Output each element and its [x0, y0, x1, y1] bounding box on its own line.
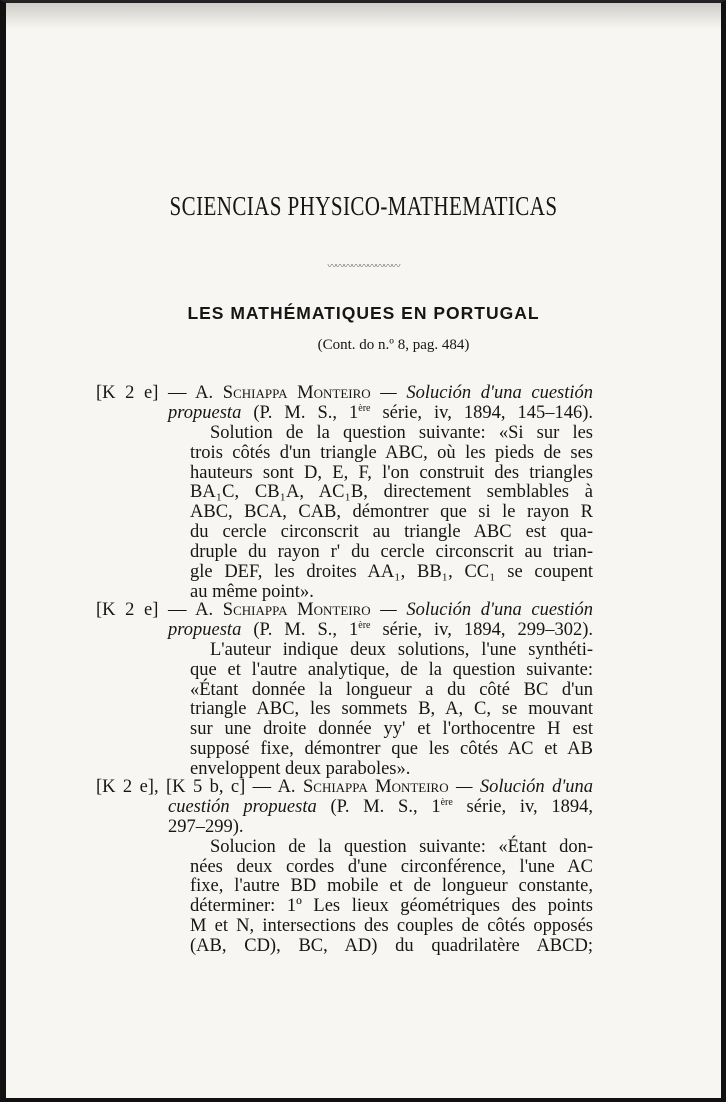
- entry-2-citation-line-2: [96, 621, 593, 641]
- entry-1-source-rest: série, iv, 1894, 145–146).: [382, 402, 594, 423]
- entry-1-body-line: au même point».: [190, 581, 314, 602]
- entry-1-body-line: du cercle circonscrit au triangle ABC est qua-: [190, 522, 593, 543]
- entry-3-citation-line-1: [96, 778, 593, 798]
- entry-2-body-line: triangle ABC, les sommets B, A, C, se mouvant: [190, 699, 593, 720]
- continuation-note: (Cont. do n.º 8, pag. 484): [317, 337, 470, 353]
- entry-3-body-line: fixe, l'autre BD mobile et de longueur constante,: [190, 876, 593, 897]
- entry-3-source: (P. M. S., 1: [330, 796, 441, 817]
- entry-3-body-line: Solucion de la question suivante: «Étant don-: [210, 836, 593, 857]
- entry-1-citation-line-2: [96, 404, 593, 424]
- entry-1-citation-line-1: [96, 384, 593, 404]
- entry-1-body-line: BA₁C, CB₁A, AC₁B, directement semblables à: [190, 482, 593, 503]
- entry-1-title-b: propuesta: [168, 402, 242, 423]
- entry-1-author: Schiappa Monteiro: [222, 383, 371, 403]
- entry-3-body-line: déterminer: 1º Les lieux géométriques des points: [190, 896, 593, 917]
- entry-2-body-line: supposé fixe, démontrer que les côtés AC et AB: [190, 739, 593, 760]
- entry-1: [96, 384, 593, 603]
- entry-2-body-line: «Étant donnée la longueur a du côté BC d'un: [190, 679, 593, 700]
- entry-1-body-line: druple du rayon r' du cercle circonscrit au trian-: [190, 542, 593, 563]
- entry-1-body-line: trois côtés d'un triangle ABC, où les pieds de ses: [190, 442, 593, 463]
- entry-1-title-a: — Solución d'una cuestión: [380, 383, 594, 403]
- entry-2-source-rest: série, iv, 1894, 299–302).: [382, 619, 594, 640]
- entry-2-source-sup: ère: [358, 619, 371, 631]
- entry-3: [96, 778, 593, 957]
- entry-2-author: Schiappa Monteiro: [222, 600, 371, 620]
- entry-1-body-line: ABC, BCA, CAB, démontrer que si le rayon R: [190, 502, 593, 523]
- entry-2-body-line: que et l'autre analytique, de la question suivante:: [190, 659, 593, 680]
- entry-3-source-rest: série, iv, 1894,: [466, 796, 594, 817]
- entry-3-source-sup: ère: [440, 796, 453, 808]
- entry-1-source-sup: ère: [358, 402, 371, 414]
- entry-1-source: (P. M. S., 1: [253, 402, 359, 423]
- article-heading: LES MATHÉMATIQUES EN PORTUGAL: [187, 303, 540, 323]
- entry-3-title-a: — Solución d'una: [456, 777, 594, 797]
- entry-3-author: Schiappa Monteiro: [302, 777, 449, 797]
- entry-1-body-line: gle DEF, les droites AA₁, BB₁, CC₁ se coupent: [190, 562, 593, 583]
- ornament-divider: 〰〰〰〰〰〰〰〰〰: [327, 261, 400, 271]
- entry-1-ref: [K 2 e] — A.: [96, 383, 214, 403]
- entry-3-title-b: cuestión propuesta: [168, 796, 317, 817]
- entry-2-title-b: propuesta: [168, 619, 242, 640]
- entry-3-pages: 297–299).: [168, 816, 244, 837]
- entry-3-body-line: (AB, CD), BC, AD) du quadrilatère ABCD;: [190, 936, 593, 957]
- page-edge-shadow: [6, 3, 721, 29]
- entry-2-body-line: enveloppent deux paraboles».: [190, 759, 411, 780]
- entry-2-title-a: — Solución d'una cuestión: [380, 600, 594, 620]
- entry-2-body-line: L'auteur indique deux solutions, l'une synthéti-: [210, 639, 593, 660]
- section-title: SCIENCIAS PHYSICO-MATHEMATICAS: [169, 191, 558, 221]
- entry-2-citation-line-1: [96, 601, 593, 621]
- entry-3-body-line: M et N, intersections des couples de côtés opposés: [190, 916, 593, 937]
- entry-3-citation-line-2: [96, 798, 593, 818]
- entry-3-ref: [K 2 e], [K 5 b, c] — A.: [96, 777, 296, 797]
- entry-3-body-line: nées deux cordes d'une circonférence, l'une AC: [190, 856, 593, 877]
- entry-1-body-line: hauteurs sont D, E, F, l'on construit des triangles: [190, 462, 593, 483]
- entry-2-source: (P. M. S., 1: [253, 619, 359, 640]
- entry-2: [96, 601, 593, 780]
- entry-2-ref: [K 2 e] — A.: [96, 600, 214, 620]
- entry-2-body-line: sur une droite donnée yy' et l'orthocentre H est: [190, 719, 593, 740]
- entry-1-body-line: Solution de la question suivante: «Si sur les: [210, 422, 593, 443]
